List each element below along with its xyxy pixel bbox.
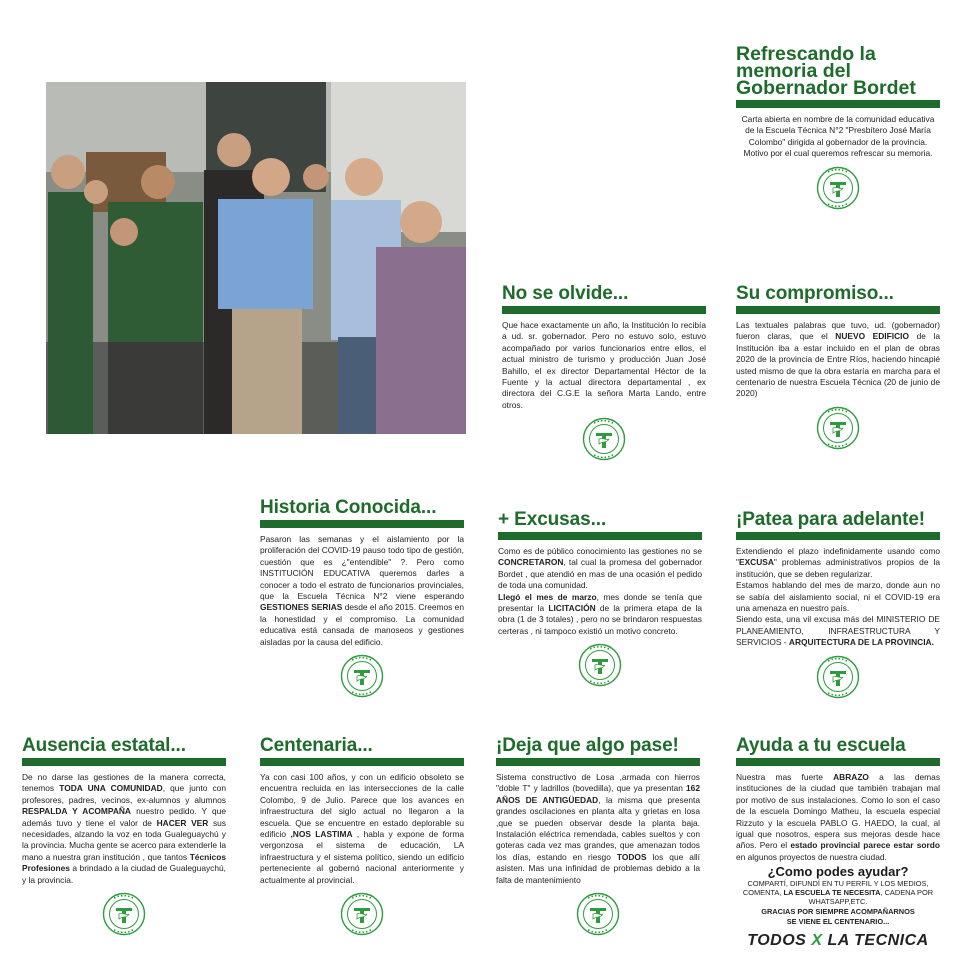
- title-line-2: memoria del: [736, 60, 851, 82]
- school-seal-icon: [340, 892, 384, 936]
- panel-heading: ¡Deja que algo pase!: [496, 735, 679, 756]
- panel-body: Extendiendo el plazo indefinidamente usando como "EXCUSA" problemas administrativos propios de la institución, que se deben regularizar. Estamos hablando del mes de marzo, donde aun no se sabía del aislamiento social, ni el COVID-19 era una amenaza en nuestro país. Siendo esta, una vil excusa más del MINISTERIO DE PLANEAMIENTO, INFRAESTRUCTURA Y SERVICIOS - ARQUITECTURA DE LA PROVINCIA.: [736, 546, 940, 648]
- panel-centenaria: [260, 736, 464, 936]
- panel-body: Pasaron las semanas y el aislamiento por la proliferación del COVID-19 pauso todo tipo de gestión, cuestión que es ¿"entendible" ?. Pero como INSTITUCIÓN EDUCATIVA queremos darles a conocer a todo el estrato de funcionarios provinciales, que la Escuela Técnica N°2 viene esperando GESTIONES SERIAS desde el año 2015. Creemos en la honestidad y el compromiso. La comunidad educativa está cansada de manoseos y gestiones aisladas por la causa del edificio.: [260, 534, 464, 647]
- panel-body: Nuestra mas fuerte ABRAZO a las demas instituciones de la ciudad que también trabajan mal por motivo de sus instalaciones. Como lo son el caso de la escuela Domingo Matheu, la escuela especial Rizzuto y la escuela PABLO G. HAEDO, la cual, al igual que nosotros, espera sus mejoras desde hace años. Pero el estado provincial parece estar sordo en algunos proyectos de nuestra ciudad.: [736, 772, 941, 862]
- school-seal-icon: [582, 417, 626, 461]
- school-seal-icon: [340, 654, 384, 698]
- panel-patea: [736, 510, 940, 699]
- slogan: TODOS X LA TECNICA: [747, 932, 929, 950]
- photo-icon: [46, 82, 466, 434]
- panel-body: Ya con casi 100 años, y con un edificio obsoleto se encuentra recluida en las intersecciones de la calle Colombo, 9 de Julio. Parece que los avances en infraestructura del siglo actual no llegaron a la escuela. Que se encuentre en estado deplorable su edificio ,NOS LASTIMA , habla y expone de forma vergonzosa el sistema de educación, LA infraestructura y el sistema político, siendo un edificio perteneciente al gobernó nacional anteriormente y actualmente al provincial.: [260, 772, 464, 885]
- event-photo: [46, 82, 466, 434]
- panel-su-compromiso: [736, 284, 940, 450]
- school-seal-icon: [578, 643, 622, 687]
- panel-heading: Ausencia estatal...: [22, 735, 186, 756]
- title-intro: Carta abierta en nombre de la comunidad educativa de la Escuela Técnica N°2 "Presbítero José María Colombo" dirigida al gobernador de la provincia. Motivo por el cual queremos refrescar su memoria.: [741, 114, 935, 159]
- school-seal-icon: [102, 892, 146, 936]
- panel-excusas: [498, 510, 702, 687]
- title-line-3: Gobernador Bordet: [736, 77, 916, 99]
- heading-underline: [736, 306, 940, 314]
- title-panel: [736, 43, 940, 210]
- school-seal-icon: [576, 892, 620, 936]
- title-line-1: Refrescando la: [736, 43, 876, 65]
- help-instructions: COMPARTÍ, DIFUNDÍ EN TU PERFIL Y LOS MEDIOS, COMENTA, LA ESCUELA TE NECESITA, CADENA POR WHATSAPP,ETC.: [742, 879, 934, 907]
- school-seal-icon: [816, 655, 860, 699]
- panel-no-se-olvide: [502, 284, 706, 461]
- panel-ausencia-estatal: [22, 736, 226, 936]
- main-title: [736, 43, 940, 99]
- heading-underline: [498, 532, 702, 540]
- heading-underline: [736, 532, 940, 540]
- heading-underline: [260, 520, 464, 528]
- panel-body: Que hace exactamente un año, la Institución lo recibía a ud. sr. gobernador. Pero no estuvo solo, estuvo acompañado por varios funcionarios entre ellos, el actual ministro de turismo y producción Juan José Bahillo, el ex director Departamental Héctor de la Fuente y la actual directora departamental , ex directora del C.G.E la señora Marta Lando, entre otros.: [502, 320, 706, 410]
- school-seal-icon: [816, 406, 860, 450]
- thanks-line-1: GRACIAS POR SIEMPRE ACOMPAÑARNOS: [761, 907, 915, 917]
- panel-body: De no darse las gestiones de la manera correcta, tenemos TODA UNA COMUNIDAD, que junto con profesores, padres, vecinos, ex-alumnos y alumnos RESPALDA Y ACOMPAÑA nuestro pedido. Y que además tuvo y tiene el valor de HACER VER sus necesidades, alzando la voz en toda Gualeguaychú y la provincia. Mucha gente se acerco para extenderle la mano a nuestra gran institución , que tantos Técnicos Profesiones a brindado a la ciudad de Gualeguaychú, y la provincia.: [22, 772, 227, 885]
- panel-ayuda: [736, 736, 940, 950]
- panel-heading: ¡Patea para adelante!: [736, 509, 926, 530]
- panel-body: Las textuales palabras que tuvo, ud. (gobernador) fueron claras, que el NUEVO EDIFICIO de la Institución iba a estar incluido en el plan de obras 2020 de la provincia de Entre Ríos, haciendo hincapié usted mismo de que la obra estaría en marcha para el centenario de nuestra Escuela Técnica (20 de junio de 2020): [736, 320, 940, 399]
- panel-body: Sistema constructivo de Losa ,armada con hierros "doble T" y ladrillos (bovedilla), que ya presentan 162 AÑOS DE ANTIGÜEDAD, la misma que presenta grandes oscilaciones en planta alta y grietas en losa ,que se pueden observar desde la planta baja. Instalación eléctrica remendada, cables sueltos y con goteras cada vez mas grandes, que amenazan todos los días, estando en riesgo TODOS los que allí asisten. Mas una infinidad de problemas debido a la falta de mantenimiento: [496, 772, 700, 885]
- heading-underline: [736, 758, 940, 766]
- panel-heading: Centenaria...: [260, 735, 373, 756]
- panel-heading: No se olvide...: [502, 283, 629, 304]
- panel-body: Como es de público conocimiento las gestiones no se CONCRETARON, tal cual la promesa del gobernador Bordet , que atendió en mas de una ocasión el pedido de toda una comunidad. Llegó el mes de marzo, mes donde se tenía que presentar la LICITACIÓN de la primera etapa de la obra (1 de 3 totales) , pero no se brindaron respuestas certeras , ni tampoco existió un motivo concreto.: [498, 546, 702, 636]
- title-underline: [736, 100, 940, 108]
- thanks-line-2: SE VIENE EL CENTENARIO...: [786, 917, 890, 927]
- panel-heading: + Excusas...: [498, 509, 607, 530]
- panel-heading: Su compromiso...: [736, 283, 894, 304]
- heading-underline: [502, 306, 706, 314]
- help-question: ¿Como podes ayudar?: [767, 864, 909, 880]
- heading-underline: [260, 758, 464, 766]
- panel-historia-conocida: [260, 498, 464, 698]
- school-seal-icon: [816, 166, 860, 210]
- heading-underline: [496, 758, 700, 766]
- heading-underline: [22, 758, 226, 766]
- panel-heading: Ayuda a tu escuela: [736, 735, 906, 756]
- panel-heading: Historia Conocida...: [260, 497, 437, 518]
- panel-deja-que-algo-pase: [496, 736, 700, 936]
